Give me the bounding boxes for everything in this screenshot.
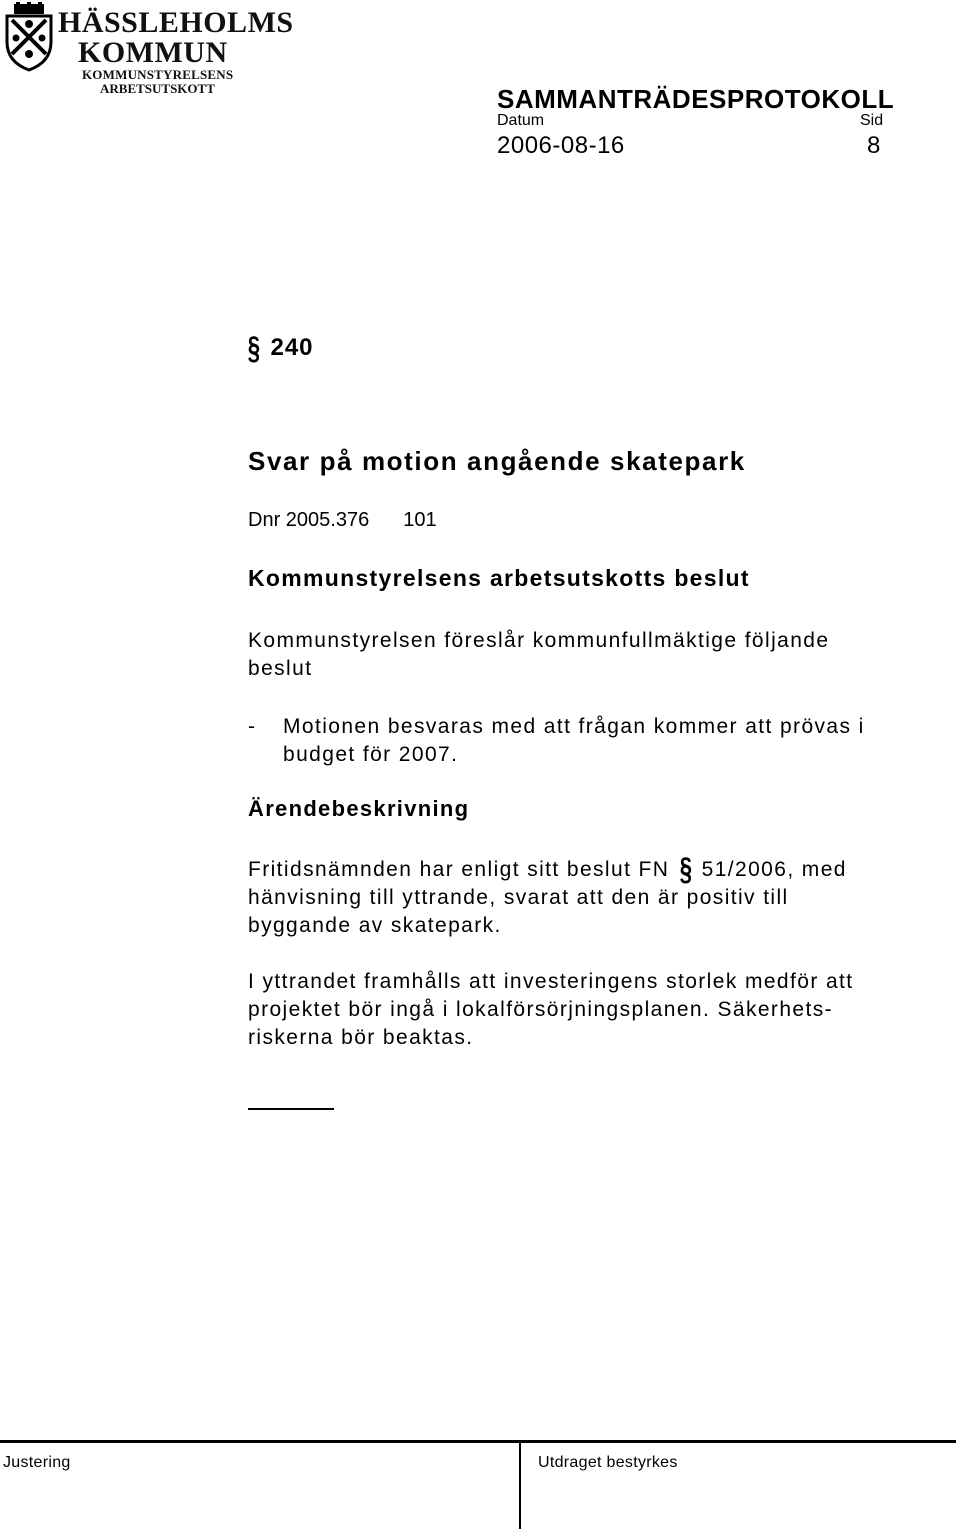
- decision-lead-line1: Kommunstyrelsen föreslår kommunfullmäktige följande: [248, 629, 830, 652]
- decision-heading: Kommunstyrelsens arbetsutskotts beslut: [248, 565, 750, 591]
- description-p2-line3: riskerna bör beaktas.: [248, 1026, 474, 1049]
- logo-name-line1: HÄSSLEHOLMS: [58, 6, 294, 39]
- justering-label: Justering: [3, 1454, 71, 1471]
- description-paragraph-2: [248, 968, 854, 1052]
- description-heading: Ärendebeskrivning: [248, 796, 470, 821]
- footer-divider: [519, 1440, 521, 1529]
- description-p1-line2: hänvisning till yttrande, svarat att den är positiv till: [248, 886, 789, 909]
- description-p1-line3: byggande av skatepark.: [248, 914, 502, 937]
- section-sign-icon: §: [247, 330, 261, 366]
- logo-name-line2: KOMMUN: [78, 36, 228, 69]
- decision-lead-line2: beslut: [248, 657, 313, 680]
- description-p1-line1-after: 51/2006, med: [701, 858, 847, 881]
- bullet-dash: -: [248, 715, 257, 738]
- page-number: 8: [867, 132, 881, 159]
- footer-rule: [0, 1440, 956, 1443]
- dnr-code: 101: [403, 509, 437, 531]
- section-sign-icon: §: [679, 851, 692, 887]
- description-p1-line1: [248, 851, 847, 887]
- description-p2-line2: projektet bör ingå i lokalförsörjningsplanen. Säkerhets-: [248, 998, 834, 1021]
- decision-lead: [248, 627, 829, 683]
- description-paragraph-1: [248, 851, 847, 940]
- decision-bullet: [283, 713, 865, 769]
- meeting-date: 2006-08-16: [497, 132, 625, 159]
- page-title: Svar på motion angående skatepark: [248, 446, 746, 476]
- utdraget-label: Utdraget bestyrkes: [538, 1454, 678, 1471]
- logo-sub-line2: ARBETSUTSKOTT: [100, 81, 215, 96]
- document-type: SAMMANTRÄDESPROTOKOLL: [497, 84, 895, 114]
- decision-bullet-line2: budget för 2007.: [283, 743, 459, 766]
- paragraph-number: [245, 330, 314, 367]
- dnr-line: [248, 509, 437, 532]
- dnr-number: Dnr 2005.376: [248, 509, 370, 531]
- description-p1-line1-before: Fritidsnämnden har enligt sitt beslut FN: [248, 858, 670, 881]
- decision-bullet-line1: Motionen besvaras med att frågan kommer att prövas i: [283, 715, 865, 738]
- paragraph-number-value: 240: [270, 334, 314, 361]
- end-rule: [248, 1108, 334, 1110]
- coat-of-arms-icon: [4, 2, 54, 72]
- datum-label: Datum: [497, 112, 545, 129]
- description-p2-line1: I yttrandet framhålls att investeringens storlek medför att: [248, 970, 854, 993]
- sid-label: Sid: [860, 112, 884, 129]
- logo-sub-line1: KOMMUNSTYRELSENS: [82, 67, 234, 82]
